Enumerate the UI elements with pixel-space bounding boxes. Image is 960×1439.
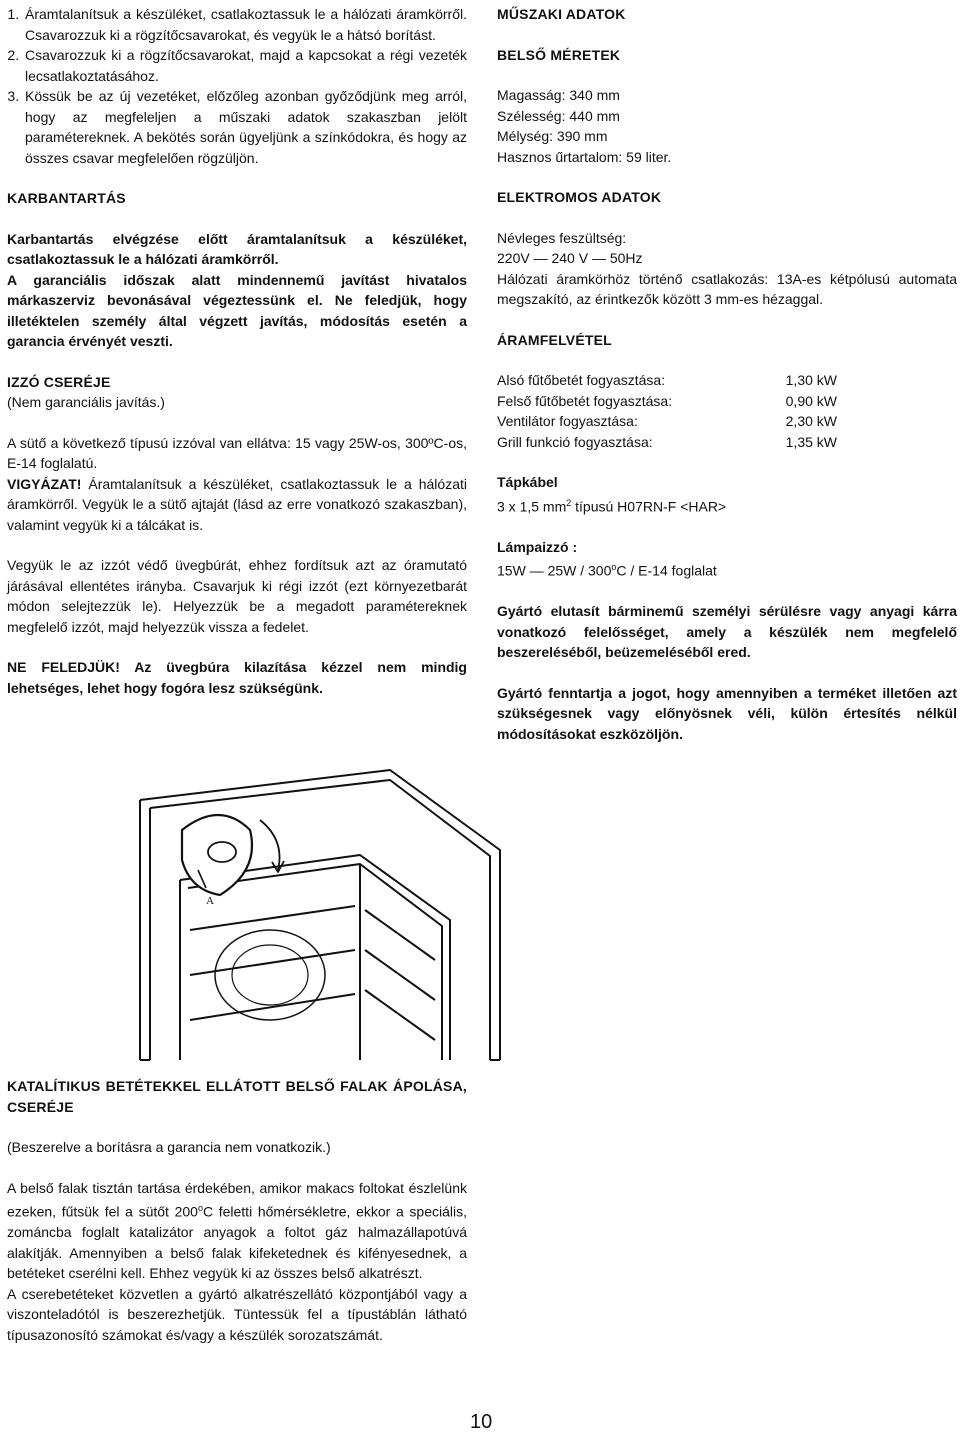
dim-width: Szélesség: 440 mm [497,107,620,124]
bulb-paragraph-1a: A sütő a következő típusú izzóval van ellátva: 15 vagy 25W-os, 300ºC-os, E-14 foglalatú. [7,434,467,471]
lamp-a: 15W — 25W / 300 [497,562,612,579]
catalytic-paragraph-2: A cserebetéteket közvetlen a gyártó alkatrészellátó központjából vagy a viszonteladótól is beszerezhetjük. Tüntessük fel a típustáblán látható típusazonosító számokat és/vagy a készülék sorozatszámát. [7,1285,467,1343]
bulb-title: IZZÓ CSERÉJE [7,373,111,390]
illustration-label: A [206,895,214,907]
dim-height: Magasság: 340 mm [497,87,620,103]
disclaimer-1: Gyártó elutasít bárminemű személyi sérülésre vagy anyagi kárra vonatkozó felelősséget, amely a készülék nem megfelelő beszereléséből, beüzemeléséből ered. [497,603,957,661]
maintenance-paragraph-1: Karbantartás elvégzése előtt áramtalanítsuk a készüléket, csatlakoztassuk le a hálózati áramkörről. [7,230,467,267]
step-2: 2. Csavarozzuk ki a rögzítőcsavarokat, majd a kapcsokat a régi vezeték lecsatlakoztatásához. [23,45,467,86]
step-1: 1. Áramtalanítsuk a készüléket, csatlakoztassuk le a hálózati áramkörről. Csavarozzuk ki a rögzítőcsavarokat, és vegyük le a hátsó borítást. [23,4,467,45]
dim-depth: Mélység: 390 mm [497,128,608,144]
power-table [497,370,837,452]
bulb-paragraph-1 [7,433,467,536]
dim-volume: Hasznos űrtartalom: 59 liter. [497,148,672,165]
page-number: 10 [470,1411,493,1433]
maintenance-title: KARBANTARTÁS [7,190,126,206]
bulb-paragraph-2: Vegyük le az izzót védő üvegbúrát, ehhez fordítsuk azt az óramutató járásával ellentétes irányba. Csavarjuk ki régi izzót (ezt környezetbarát módon selejtezzük le). Helyezzük be a megadott paramétereknek megfelelő izzót, majd helyezzük vissza a fedelet. [7,557,467,635]
catalytic-p1a: A belső falak tisztán tartása érdekében, amikor makacs foltokat észlelünk ezeken, fűtsük fel a sütőt 200 [7,1179,467,1220]
power-title: ÁRAMFELVÉTEL [497,331,612,348]
warning-label: VIGYÁZAT! [7,475,82,492]
power-value: 1,30 kW [785,372,837,388]
power-label: Ventilátor fogyasztása: [497,413,638,429]
lamp-title: Lámpaizzó : [497,538,578,555]
right-column [497,4,957,744]
catalytic-title: KATALÍTIKUS BETÉTEKKEL ELLÁTOTT BELSŐ FALAK ÁPOLÁSA, CSERÉJE [7,1078,467,1115]
catalytic-subtitle: (Beszerelve a borításra a garancia nem vonatkozik.) [7,1139,331,1155]
tech-data-title: MŰSZAKI ADATOK [497,6,626,22]
power-value: 2,30 kW [785,413,837,429]
cable-sup: 2 [566,497,572,508]
step-3: 3. Kössük be az új vezetéket, előzőleg azonban győződjünk meg arról, hogy az megfeleljen a műszaki adatok szakaszban jelölt paramétereknek. A bekötés során ügyeljünk a színkódokra, és hogy az összes csavar megfelelően rögzüljön. [23,86,467,168]
power-label: Grill funkció fogyasztása: [497,433,653,450]
elec-title: ELEKTROMOS ADATOK [497,189,662,205]
lamp-sup: o [611,562,617,573]
cable-a: 3 x 1,5 mm [497,498,567,515]
power-label: Felső fűtőbetét fogyasztása: [497,392,673,409]
disclaimer-2: Gyártó fenntartja a jogot, hogy amennyiben a terméket illetően azt szükségesnek vagy előnyösnek véli, külön értesítés nélkül módosításokat eszközöljön. [497,684,957,742]
dims-title: BELSŐ MÉRETEK [497,46,621,63]
connection-text: Hálózati áramkörhöz történő csatlakozás: 13A-es kétpólusú automata megszakító, az érintkezők között 3 mm-es hézaggal. [497,270,957,307]
wiring-steps [7,4,467,168]
power-value: 1,35 kW [785,433,837,450]
power-row [497,411,837,432]
lamp-b: C / E-14 foglalat [616,562,717,579]
catalytic-p1b: C feletti hőmérsékletre, ekkor a speciális, zománcba foglalt katalizátor anyagok a foltot gáz halmazállapotúvá alakítják. Amennyiben a belső falak kifeketednek és kifényesednek, a betéteket cserélni kell. Ehhez vegyük ki az összes belső alkatrészt. [7,1203,467,1282]
bulb-note: NE FELEDJÜK! Az üvegbúra kilazítása kézzel nem mindig lehetséges, lehet hogy fogóra lesz szükségünk. [7,659,467,696]
power-row [497,391,837,412]
power-row [497,370,837,391]
bulb-paragraph-1b: Áramtalanítsuk a készüléket, csatlakoztassuk le a hálózati áramkörről. Vegyük le a sütő ajtaját (lásd az erre vonatkozó szakaszban), valamint vegyük ki a tálcákat is. [7,475,467,533]
power-value: 0,90 kW [785,392,837,409]
maintenance-paragraph-2: A garanciális időszak alatt mindennemű javítást hivatalos márkaszerviz bevonásával végeztessünk el. Ne feledjük, hogy illetéktelen személy által végzett javítás, módosítás esetén a garancia érvényét veszti. [7,271,467,349]
voltage-value: 220V — 240 V — 50Hz [497,250,643,266]
power-label: Alsó fűtőbetét fogyasztása: [497,372,666,388]
degree-sup: o [197,1203,203,1213]
cable-spec [497,493,957,517]
oven-lamp-illustration [110,760,510,1070]
catalytic-paragraph-1 [7,1178,467,1284]
cable-b: típusú H07RN-F <HAR> [571,498,727,515]
lamp-spec [497,557,957,581]
bulb-subtitle: (Nem garanciális javítás.) [7,394,165,410]
catalytic-section [7,1076,467,1345]
power-row [497,432,837,453]
cable-title: Tápkábel [497,474,558,490]
left-column [7,4,467,698]
voltage-label: Névleges feszültség: [497,229,627,246]
